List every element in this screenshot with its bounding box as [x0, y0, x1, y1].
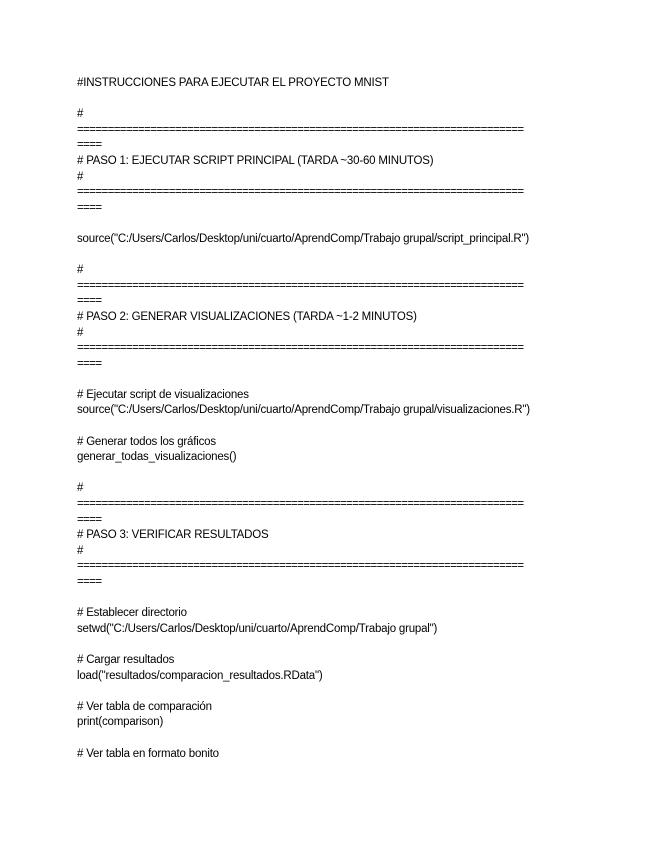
document-title: #INSTRUCCIONES PARA EJECUTAR EL PROYECTO MNIST [77, 77, 389, 89]
comment-generar-graficos: # Generar todos los gráficos [77, 435, 216, 448]
comment-establecer-directorio: # Establecer directorio [77, 607, 187, 620]
blank-line [77, 466, 577, 482]
blank-line [77, 637, 577, 653]
blank-line [77, 216, 577, 232]
blank-line [77, 92, 577, 108]
code-print-comparison: print(comparison) [77, 716, 164, 729]
document-body [77, 76, 577, 762]
separator-line: ========================================================================= [77, 342, 524, 355]
separator-line: ========================================================================= [77, 123, 524, 136]
separator-wrap: ==== [77, 295, 102, 308]
comment-hash: # [77, 482, 84, 495]
code-source-visualizaciones: source("C:/Users/Carlos/Desktop/uni/cuarto/AprendComp/Trabajo grupal/visualizaciones.R") [77, 404, 530, 417]
step-3-heading: # PASO 3: VERIFICAR RESULTADOS [77, 529, 269, 542]
code-load-resultados: load("resultados/comparacion_resultados.RData") [77, 669, 323, 682]
separator-line: ========================================================================= [77, 186, 524, 199]
comment-cargar-resultados: # Cargar resultados [77, 653, 175, 666]
code-setwd: setwd("C:/Users/Carlos/Desktop/uni/cuarto/AprendComp/Trabajo grupal") [77, 622, 438, 635]
blank-line [77, 419, 577, 435]
comment-hash: # [77, 264, 84, 277]
comment-hash: # [77, 326, 84, 339]
blank-line [77, 684, 577, 700]
blank-line [77, 248, 577, 264]
blank-line [77, 731, 577, 747]
step-2-heading: # PASO 2: GENERAR VISUALIZACIONES (TARDA ~1-2 MINUTOS) [77, 310, 417, 323]
comment-ejecutar-visualizaciones: # Ejecutar script de visualizaciones [77, 388, 249, 401]
separator-wrap: ==== [77, 513, 102, 526]
code-source-script-principal: source("C:/Users/Carlos/Desktop/uni/cuarto/AprendComp/Trabajo grupal/script_principal.R") [77, 232, 530, 245]
separator-wrap: ==== [77, 576, 102, 588]
separator-wrap: ==== [77, 201, 102, 214]
comment-hash: # [77, 170, 84, 183]
blank-line [77, 372, 577, 388]
separator-line: ========================================================================= [77, 279, 524, 292]
separator-wrap: ==== [77, 139, 102, 152]
comment-ver-tabla-comparacion: # Ver tabla de comparación [77, 700, 212, 713]
comment-ver-tabla-bonito: # Ver tabla en formato bonito [77, 747, 219, 760]
blank-line [77, 591, 577, 607]
separator-line: ========================================================================= [77, 498, 524, 511]
step-1-heading: # PASO 1: EJECUTAR SCRIPT PRINCIPAL (TARDA ~30-60 MINUTOS) [77, 154, 434, 167]
code-generar-visualizaciones: generar_todas_visualizaciones() [77, 451, 237, 464]
comment-hash: # [77, 544, 84, 557]
comment-hash: # [77, 108, 84, 121]
separator-wrap: ==== [77, 357, 102, 370]
separator-line: ========================================================================= [77, 560, 524, 573]
